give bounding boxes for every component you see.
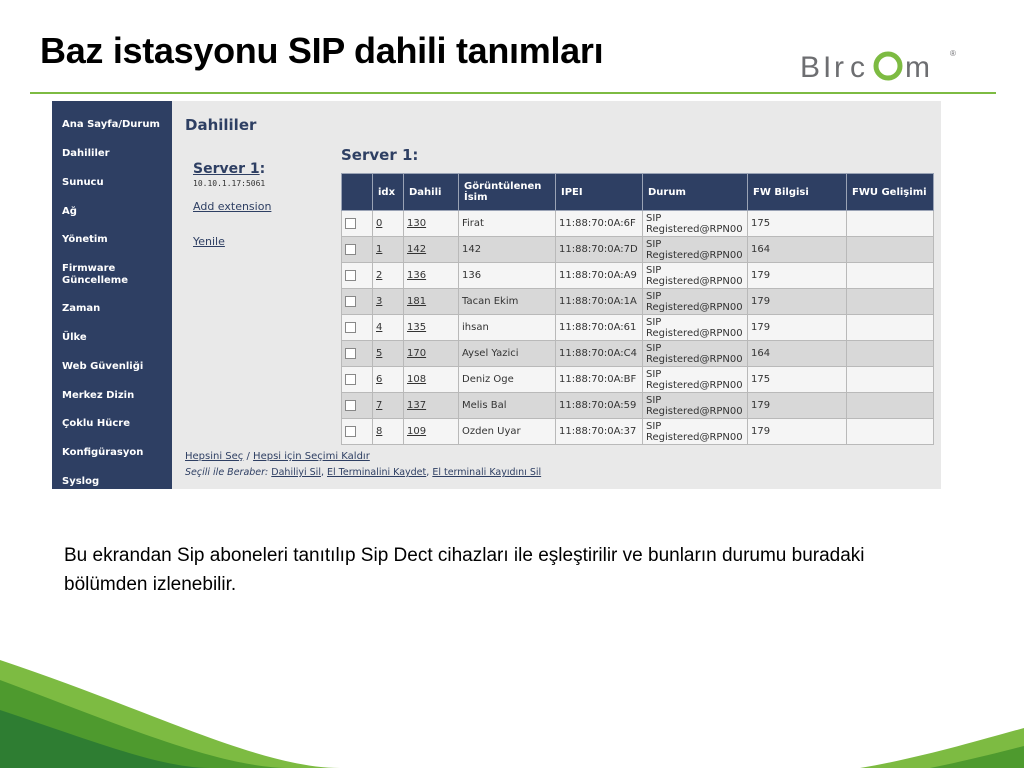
row-checkbox[interactable]	[345, 374, 356, 385]
fwu-progress	[847, 393, 934, 419]
fw-info: 179	[748, 289, 847, 315]
row-checkbox[interactable]	[345, 322, 356, 333]
status-registration: Registered@RPN00	[646, 301, 743, 313]
server-colon: :	[259, 161, 266, 177]
select-all-link[interactable]: Hepsini Seç	[185, 451, 244, 462]
row-checkbox[interactable]	[345, 218, 356, 229]
status-registration: Registered@RPN00	[646, 275, 743, 287]
extension-link[interactable]: 130	[404, 211, 459, 237]
display-name: 142	[459, 237, 556, 263]
svg-text:r: r	[834, 51, 844, 84]
sidebar-nav	[52, 101, 172, 489]
status-protocol: SIP	[646, 368, 662, 380]
svg-text:B: B	[800, 51, 823, 84]
idx-link[interactable]: 3	[373, 289, 404, 315]
display-name: Melis Bal	[459, 393, 556, 419]
status-cell	[643, 393, 748, 419]
idx-link[interactable]: 6	[373, 367, 404, 393]
display-name: Deniz Oge	[459, 367, 556, 393]
ipei: 11:88:70:0A:37	[556, 419, 643, 445]
fwu-progress	[847, 289, 934, 315]
status-registration: Registered@RPN00	[646, 431, 743, 443]
idx-link[interactable]: 1	[373, 237, 404, 263]
sidebar-item-extensions[interactable]: Dahililer	[62, 148, 110, 159]
fwu-progress	[847, 263, 934, 289]
fw-info: 175	[748, 367, 847, 393]
header-ipei: IPEI	[556, 174, 643, 211]
slide-title: Baz istasyonu SIP dahili tanımları	[40, 30, 604, 71]
idx-link[interactable]: 7	[373, 393, 404, 419]
add-extension-link[interactable]: Add extension	[193, 200, 272, 213]
row-checkbox-cell	[342, 237, 373, 263]
page-title: Dahililer	[185, 116, 257, 134]
fwu-progress	[847, 341, 934, 367]
svg-text:c: c	[850, 51, 865, 84]
status-cell	[643, 419, 748, 445]
header-checkbox-col	[342, 174, 373, 211]
status-protocol: SIP	[646, 394, 662, 406]
ipei: 11:88:70:0A:59	[556, 393, 643, 419]
display-name: 136	[459, 263, 556, 289]
server-heading: Server 1:	[341, 146, 419, 164]
status-cell	[643, 367, 748, 393]
fw-info: 164	[748, 237, 847, 263]
svg-text:I: I	[823, 51, 832, 84]
status-cell	[643, 237, 748, 263]
sidebar-item-firmware-update[interactable]: Firmware Güncelleme	[62, 263, 128, 286]
server-link[interactable]: Server 1	[193, 161, 260, 177]
bircom-logo	[800, 40, 972, 86]
save-terminal-link[interactable]: El Terminalini Kaydet	[327, 467, 427, 478]
status-cell	[643, 289, 748, 315]
sidebar-item-syslog[interactable]: Syslog	[62, 476, 100, 487]
sidebar-item-server[interactable]: Sunucu	[62, 177, 104, 188]
fw-info: 179	[748, 315, 847, 341]
sidebar-item-home[interactable]: Ana Sayfa/Durum	[62, 119, 160, 130]
with-selected-label: Seçili ile Beraber:	[185, 467, 269, 478]
extension-link[interactable]: 135	[404, 315, 459, 341]
row-checkbox-cell	[342, 211, 373, 237]
table-header-row	[342, 174, 934, 211]
idx-link[interactable]: 4	[373, 315, 404, 341]
header-status: Durum	[643, 174, 748, 211]
row-checkbox-cell	[342, 315, 373, 341]
svg-text:m: m	[905, 51, 930, 84]
status-registration: Registered@RPN00	[646, 353, 743, 365]
row-checkbox[interactable]	[345, 426, 356, 437]
ipei: 11:88:70:0A:A9	[556, 263, 643, 289]
header-fwu: FWU Gelişimi	[847, 174, 934, 211]
extension-link[interactable]: 142	[404, 237, 459, 263]
ipei: 11:88:70:0A:BF	[556, 367, 643, 393]
extension-link[interactable]: 109	[404, 419, 459, 445]
sidebar-item-web-security[interactable]: Web Güvenliği	[62, 361, 144, 372]
ipei: 11:88:70:0A:1A	[556, 289, 643, 315]
fwu-progress	[847, 237, 934, 263]
ipei: 11:88:70:0A:6F	[556, 211, 643, 237]
idx-link[interactable]: 2	[373, 263, 404, 289]
sidebar-item-time[interactable]: Zaman	[62, 303, 101, 314]
status-cell	[643, 315, 748, 341]
table-row	[342, 211, 934, 237]
fw-info: 179	[748, 419, 847, 445]
header-dahili: Dahili	[404, 174, 459, 211]
sidebar-item-multicell[interactable]: Çoklu Hücre	[62, 418, 131, 429]
row-checkbox[interactable]	[345, 270, 356, 281]
server-ip: 10.10.1.17:5061	[193, 179, 266, 188]
fw-info: 179	[748, 263, 847, 289]
status-registration: Registered@RPN00	[646, 223, 743, 235]
status-protocol: SIP	[646, 264, 662, 276]
web-ui-screenshot	[52, 101, 941, 489]
sidebar-item-management[interactable]: Yönetim	[62, 234, 108, 245]
status-cell	[643, 263, 748, 289]
row-checkbox[interactable]	[345, 244, 356, 255]
table-row	[342, 419, 934, 445]
status-protocol: SIP	[646, 212, 662, 224]
table-row	[342, 263, 934, 289]
display-name: Tacan Ekim	[459, 289, 556, 315]
extension-link[interactable]: 108	[404, 367, 459, 393]
row-checkbox[interactable]	[345, 348, 356, 359]
row-checkbox-cell	[342, 367, 373, 393]
fw-info: 175	[748, 211, 847, 237]
title-divider	[30, 92, 996, 94]
fwu-progress	[847, 419, 934, 445]
fwu-progress	[847, 315, 934, 341]
row-checkbox-cell	[342, 419, 373, 445]
fwu-progress	[847, 211, 934, 237]
extensions-table	[341, 173, 934, 445]
header-display-name: Görüntülenen İsim	[459, 174, 556, 211]
delete-extension-link[interactable]: Dahiliyi Sil	[271, 467, 321, 478]
display-name: ihsan	[459, 315, 556, 341]
sidebar-item-country[interactable]: Ülke	[62, 332, 87, 343]
idx-link[interactable]: 5	[373, 341, 404, 367]
delete-terminal-link[interactable]: El terminali Kayıdını Sil	[432, 467, 542, 478]
display-name: Ozden Uyar	[459, 419, 556, 445]
bottom-decoration	[0, 640, 1024, 768]
status-protocol: SIP	[646, 420, 662, 432]
status-registration: Registered@RPN00	[646, 405, 743, 417]
status-registration: Registered@RPN00	[646, 249, 743, 261]
deselect-all-link[interactable]: Hepsi için Seçimi Kaldır	[253, 451, 370, 462]
fw-info: 179	[748, 393, 847, 419]
row-checkbox-cell	[342, 341, 373, 367]
display-name: Aysel Yazici	[459, 341, 556, 367]
idx-link[interactable]: 0	[373, 211, 404, 237]
extension-link[interactable]: 181	[404, 289, 459, 315]
extension-link[interactable]: 136	[404, 263, 459, 289]
status-cell	[643, 341, 748, 367]
extension-link[interactable]: 170	[404, 341, 459, 367]
slide-description: Bu ekrandan Sip aboneleri tanıtılıp Sip Dect cihazları ile eşleştirilir ve bunların durumu buradaki bölümden izlenebilir.	[64, 545, 865, 595]
table-row	[342, 341, 934, 367]
status-cell	[643, 211, 748, 237]
ipei: 11:88:70:0A:7D	[556, 237, 643, 263]
row-checkbox[interactable]	[345, 296, 356, 307]
svg-text:®: ®	[950, 49, 956, 58]
sidebar-item-central-directory[interactable]: Merkez Dizin	[62, 390, 135, 401]
status-protocol: SIP	[646, 316, 662, 328]
fwu-progress	[847, 367, 934, 393]
sidebar-item-configuration[interactable]: Konfigürasyon	[62, 447, 144, 458]
selection-links	[185, 451, 370, 462]
table-row	[342, 367, 934, 393]
selected-actions: Seçili ile Beraber: Dahiliyi Sil, El Terminalini Kaydet, El terminali Kayıdını Sil	[185, 467, 542, 478]
table-row	[342, 393, 934, 419]
separator: /	[243, 451, 254, 462]
status-registration: Registered@RPN00	[646, 327, 743, 339]
row-checkbox[interactable]	[345, 400, 356, 411]
row-checkbox-cell	[342, 393, 373, 419]
table-row	[342, 237, 934, 263]
idx-link[interactable]: 8	[373, 419, 404, 445]
table-row	[342, 289, 934, 315]
row-checkbox-cell	[342, 263, 373, 289]
table-row	[342, 315, 934, 341]
ipei: 11:88:70:0A:C4	[556, 341, 643, 367]
status-protocol: SIP	[646, 238, 662, 250]
status-registration: Registered@RPN00	[646, 379, 743, 391]
ipei: 11:88:70:0A:61	[556, 315, 643, 341]
status-protocol: SIP	[646, 290, 662, 302]
row-checkbox-cell	[342, 289, 373, 315]
refresh-link[interactable]: Yenile	[193, 235, 225, 248]
server-link-group	[193, 161, 265, 177]
header-idx: idx	[373, 174, 404, 211]
display-name: Firat	[459, 211, 556, 237]
header-fw: FW Bilgisi	[748, 174, 847, 211]
fw-info: 164	[748, 341, 847, 367]
status-protocol: SIP	[646, 342, 662, 354]
sidebar-item-network[interactable]: Ağ	[62, 206, 77, 217]
extension-link[interactable]: 137	[404, 393, 459, 419]
